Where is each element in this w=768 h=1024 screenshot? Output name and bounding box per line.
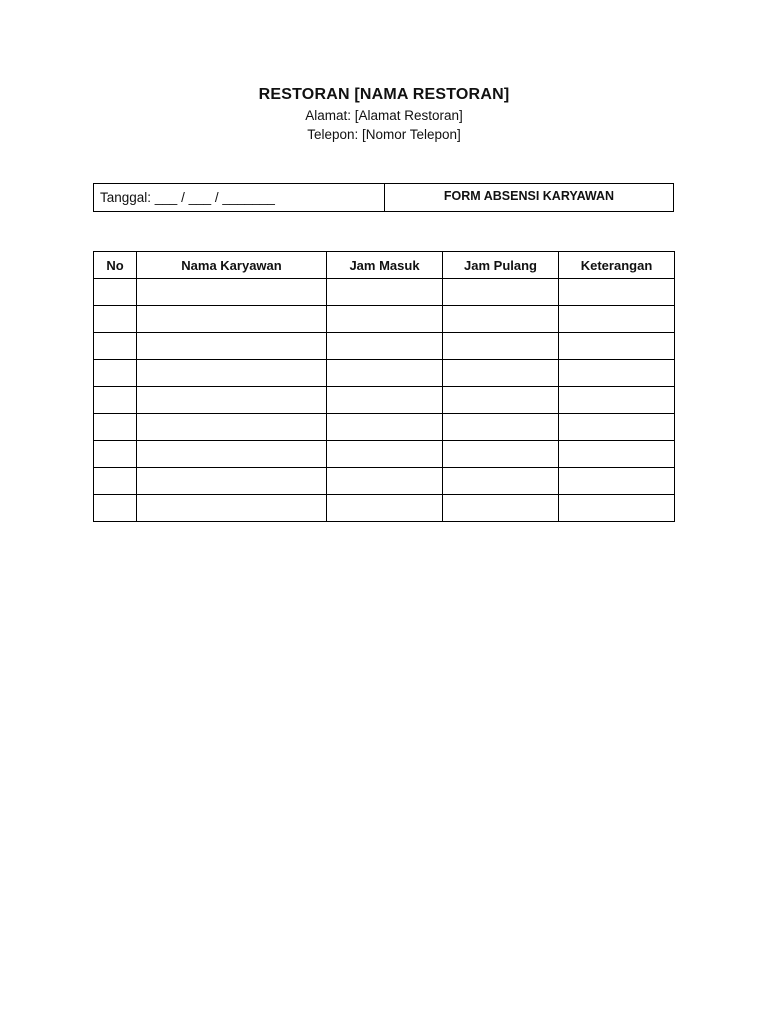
check-in-cell[interactable] — [327, 387, 443, 414]
column-header-check-in: Jam Masuk — [327, 252, 443, 279]
notes-cell[interactable] — [559, 468, 675, 495]
check-out-cell[interactable] — [443, 468, 559, 495]
no-cell[interactable] — [94, 279, 137, 306]
table-row — [94, 360, 675, 387]
check-out-cell[interactable] — [443, 279, 559, 306]
name-cell[interactable] — [137, 414, 327, 441]
column-header-notes: Keterangan — [559, 252, 675, 279]
name-cell[interactable] — [137, 495, 327, 522]
notes-cell[interactable] — [559, 279, 675, 306]
notes-cell[interactable] — [559, 495, 675, 522]
name-cell[interactable] — [137, 360, 327, 387]
table-row — [94, 414, 675, 441]
restaurant-title: RESTORAN [NAMA RESTORAN] — [258, 86, 510, 103]
check-out-cell[interactable] — [443, 333, 559, 360]
table-body — [94, 279, 675, 522]
no-cell[interactable] — [94, 360, 137, 387]
no-cell[interactable] — [94, 333, 137, 360]
no-cell[interactable] — [94, 387, 137, 414]
column-header-check-out: Jam Pulang — [443, 252, 559, 279]
check-in-cell[interactable] — [327, 333, 443, 360]
table-row — [94, 387, 675, 414]
check-out-cell[interactable] — [443, 360, 559, 387]
check-in-cell[interactable] — [327, 360, 443, 387]
check-out-cell[interactable] — [443, 441, 559, 468]
check-out-cell[interactable] — [443, 306, 559, 333]
no-cell[interactable] — [94, 414, 137, 441]
check-in-cell[interactable] — [327, 495, 443, 522]
check-in-cell[interactable] — [327, 306, 443, 333]
notes-cell[interactable] — [559, 333, 675, 360]
no-cell[interactable] — [94, 306, 137, 333]
name-cell[interactable] — [137, 387, 327, 414]
table-row — [94, 441, 675, 468]
notes-cell[interactable] — [559, 387, 675, 414]
document-header — [0, 84, 768, 144]
table-row — [94, 333, 675, 360]
restaurant-address: Alamat: [Alamat Restoran] — [305, 108, 463, 123]
name-cell[interactable] — [137, 279, 327, 306]
check-out-cell[interactable] — [443, 387, 559, 414]
form-info-box — [93, 183, 674, 212]
name-cell[interactable] — [137, 306, 327, 333]
table-header-row — [94, 252, 675, 279]
name-cell[interactable] — [137, 441, 327, 468]
check-in-cell[interactable] — [327, 414, 443, 441]
restaurant-phone: Telepon: [Nomor Telepon] — [307, 127, 461, 142]
notes-cell[interactable] — [559, 441, 675, 468]
check-in-cell[interactable] — [327, 441, 443, 468]
name-cell[interactable] — [137, 333, 327, 360]
table-row — [94, 468, 675, 495]
check-in-cell[interactable] — [327, 279, 443, 306]
table-row — [94, 495, 675, 522]
notes-cell[interactable] — [559, 360, 675, 387]
name-cell[interactable] — [137, 468, 327, 495]
notes-cell[interactable] — [559, 414, 675, 441]
date-field[interactable]: Tanggal: ___ / ___ / _______ — [94, 184, 385, 211]
table-row — [94, 306, 675, 333]
check-out-cell[interactable] — [443, 414, 559, 441]
column-header-no: No — [94, 252, 137, 279]
form-title: FORM ABSENSI KARYAWAN — [443, 189, 615, 203]
notes-cell[interactable] — [559, 306, 675, 333]
check-out-cell[interactable] — [443, 495, 559, 522]
no-cell[interactable] — [94, 495, 137, 522]
table-row — [94, 279, 675, 306]
column-header-name: Nama Karyawan — [137, 252, 327, 279]
attendance-table — [93, 251, 675, 522]
no-cell[interactable] — [94, 441, 137, 468]
no-cell[interactable] — [94, 468, 137, 495]
check-in-cell[interactable] — [327, 468, 443, 495]
